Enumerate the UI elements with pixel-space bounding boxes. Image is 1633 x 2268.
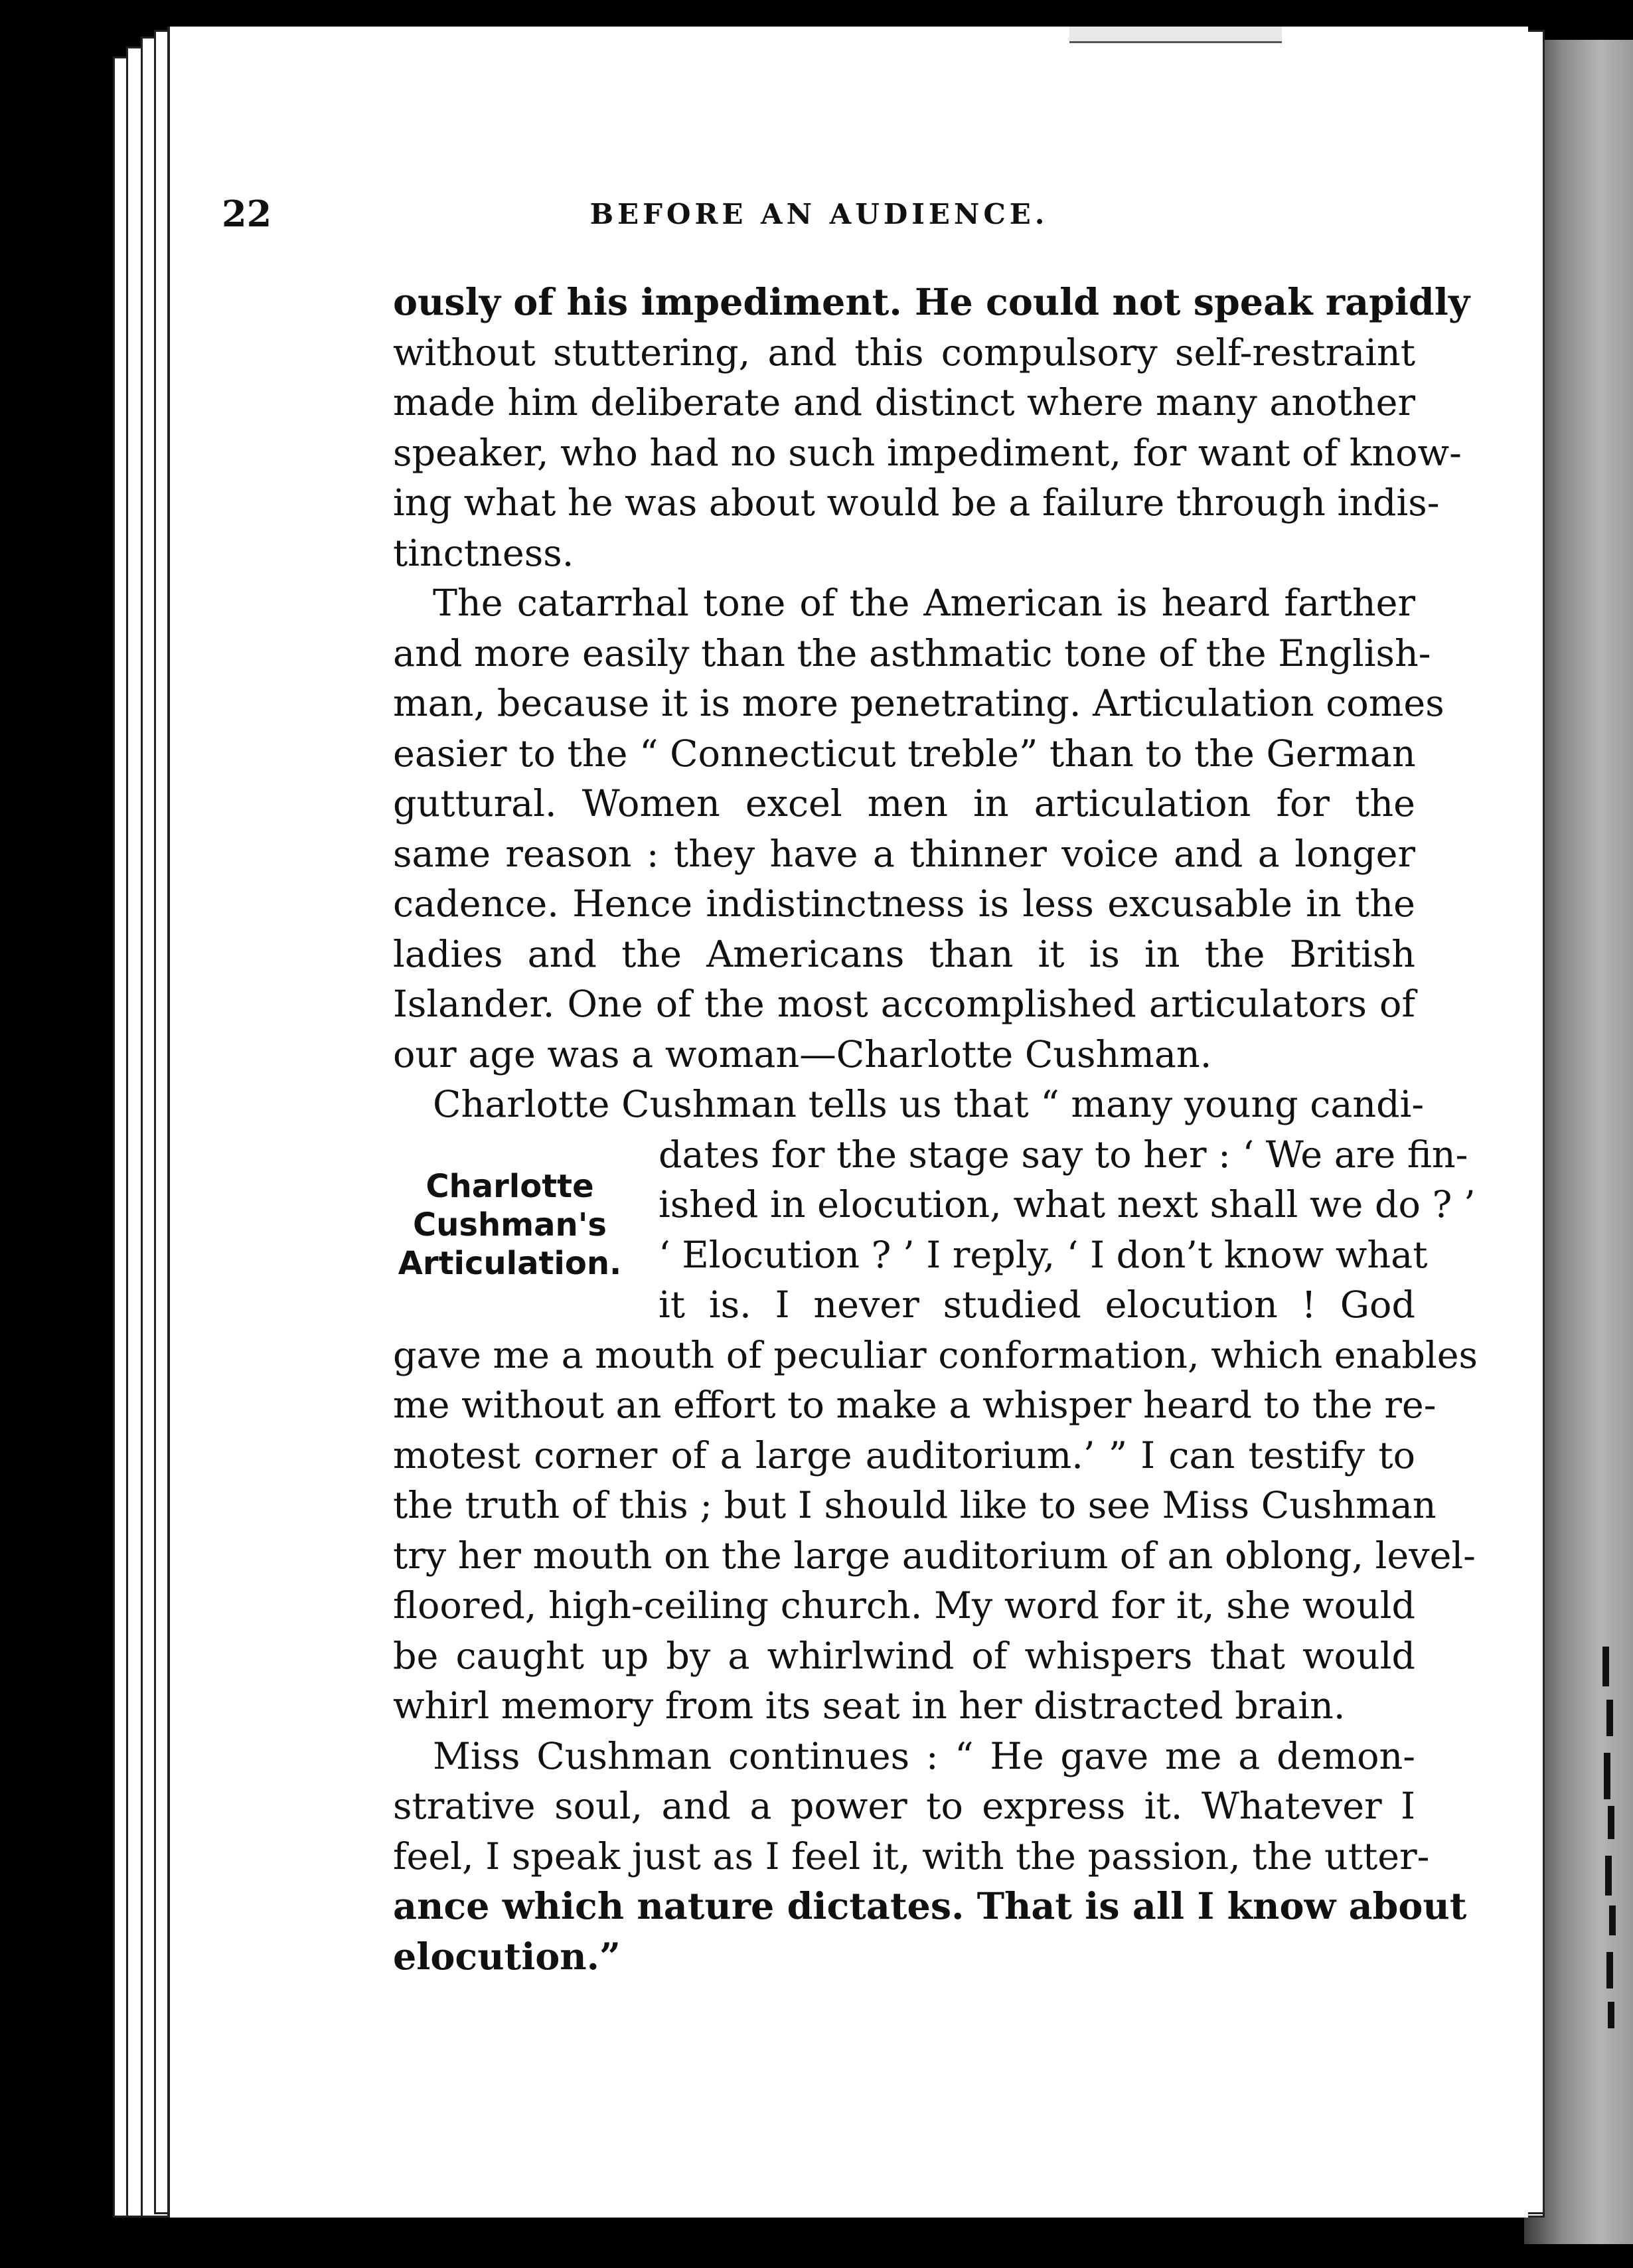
running-head: BEFORE AN AUDIENCE. — [589, 198, 1049, 230]
text-line: elocution.” — [393, 1935, 621, 1979]
text-line: ance which nature dictates. That is all I know about — [393, 1885, 1467, 1928]
text-line: guttural. Women excel men in articulation for the — [393, 782, 1415, 825]
text-line: me without an effort to make a whisper heard to the re- — [393, 1384, 1437, 1427]
margin-note-line: Charlotte — [426, 1168, 594, 1205]
page-number: 22 — [222, 193, 272, 235]
text-line: strative soul, and a power to express it. Whatever I — [393, 1785, 1415, 1828]
text-line: the truth of this ; but I should like to see Miss Cushman — [393, 1484, 1437, 1527]
text-line: tinctness. — [393, 531, 574, 575]
text-line: Charlotte Cushman tells us that “ many young candi- — [433, 1083, 1425, 1126]
text-line: gave me a mouth of peculiar conformation, which enables — [393, 1333, 1478, 1377]
scan-artifact — [1069, 27, 1282, 43]
text-line: dates for the stage say to her : ‘ We are fin- — [659, 1133, 1468, 1176]
text-line: made him deliberate and distinct where many another — [393, 381, 1415, 424]
text-line: and more easily than the asthmatic tone of the English- — [393, 631, 1431, 675]
text-line: ing what he was about would be a failure through indis- — [393, 481, 1440, 525]
text-line: man, because it is more penetrating. Articulation comes — [393, 682, 1444, 725]
text-line: feel, I speak just as I feel it, with the passion, the utter- — [393, 1834, 1430, 1878]
running-header — [222, 193, 1417, 239]
text-line: ously of his impediment. He could not speak rapidly — [393, 281, 1470, 324]
text-line: try her mouth on the large auditorium of an oblong, level- — [393, 1534, 1476, 1578]
text-line: The catarrhal tone of the American is heard farther — [433, 582, 1415, 625]
text-line: it is. I never studied elocution ! God — [659, 1283, 1415, 1327]
margin-note-line: Cushman's — [413, 1206, 607, 1244]
text-line: our age was a woman—Charlotte Cushman. — [393, 1032, 1212, 1076]
text-line: whirl memory from its seat in her distracted brain. — [393, 1684, 1346, 1728]
text-line: be caught up by a whirlwind of whispers that would — [393, 1634, 1415, 1678]
text-line: ‘ Elocution ? ’ I reply, ‘ I don’t know what — [659, 1233, 1428, 1277]
text-line: Miss Cushman continues : “ He gave me a demon- — [433, 1734, 1415, 1778]
text-line: same reason : they have a thinner voice and a longer — [393, 832, 1415, 876]
margin-note-line: Articulation. — [398, 1245, 622, 1282]
text-line: Islander. One of the most accomplished articulators of — [393, 983, 1415, 1026]
text-line: cadence. Hence indistinctness is less excusable in the — [393, 882, 1415, 926]
text-line: motest corner of a large auditorium.’ ” I can testify to — [393, 1433, 1415, 1477]
text-line: ished in elocution, what next shall we do ? ’ — [659, 1183, 1476, 1226]
text-line: without stuttering, and this compulsory self-restraint — [393, 331, 1415, 374]
text-line: speaker, who had no such impediment, for want of know- — [393, 431, 1462, 475]
text-line: easier to the “ Connecticut treble” than to the German — [393, 732, 1416, 775]
text-line: ladies and the Americans than it is in the British — [393, 932, 1415, 976]
body-text — [393, 278, 1478, 1982]
text-line: floored, high-ceiling church. My word for it, she would — [393, 1584, 1415, 1627]
